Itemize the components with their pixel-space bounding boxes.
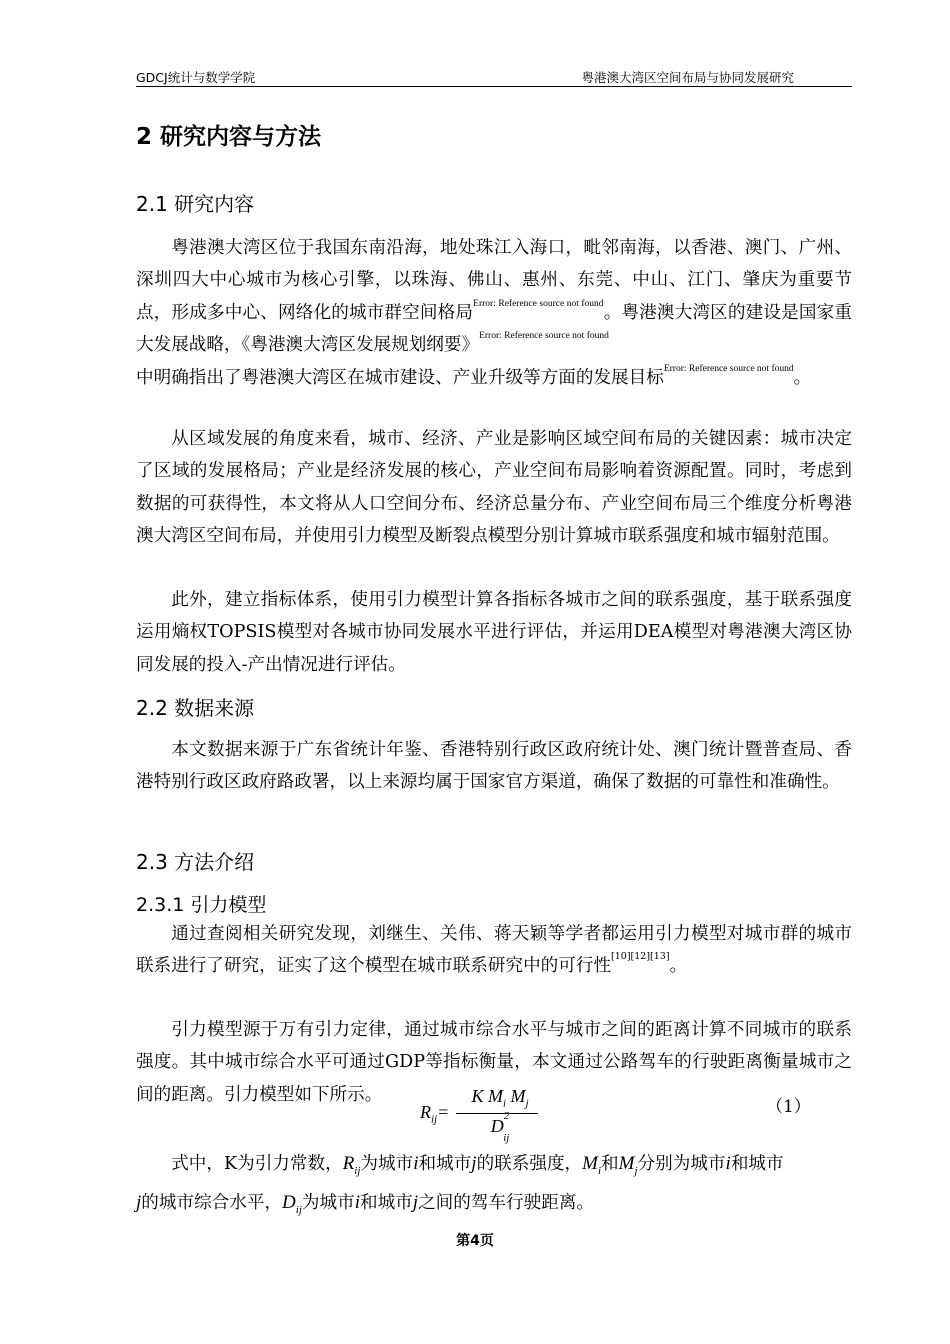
page-header	[136, 66, 852, 87]
equation-number: （1）	[766, 1097, 811, 1117]
header-institution: GDCJ统计与数学学院	[136, 70, 256, 85]
subsubsection-heading-gravity-model: 2.3.1 引力模型	[136, 894, 267, 916]
paragraph-data-sources: 本文数据来源于广东省统计年鉴、香港特别行政区政府统计处、澳门统计暨普查局、香港特别行政区政府路政署，以上来源均属于国家官方渠道，确保了数据的可靠性和准确性。	[136, 740, 852, 793]
paragraph-gravity-model-2: 引力模型源于万有引力定律，通过城市综合水平与城市之间的距离计算不同城市的联系强度。其中城市综合水平可通过GDP等指标衡量，本文通过公路驾车的行驶距离衡量城市之间的距离。引力模型如下所示。	[136, 1020, 852, 1105]
citation-error: Error: Reference source not found	[473, 298, 604, 309]
subsection-heading-data-sources: 2.2 数据来源	[136, 696, 255, 720]
paragraph-gravity-model-variables: 式中，K为引力常数，$R_{ij}$为城市i和城市j的联系强度，$M_i$和$M_j$分别为城市i和城市 j的城市综合水平，$D_{ij}$为城市i和城市j之间的驾车行驶距离。	[136, 1153, 784, 1216]
citation-error: Error: Reference source not found	[479, 331, 609, 342]
citation-refs: [10][12][13]	[611, 951, 670, 963]
header-paper-title: 粤港澳大湾区空间布局与协同发展研究	[581, 70, 794, 85]
paragraph-research-content-3: 此外，建立指标体系，使用引力模型计算各指标各城市之间的联系强度，基于联系强度运用熵权TOPSIS模型对各城市协同发展水平进行评估，并运用DEA模型对粤港澳大湾区协同发展的投入-产出情况进行评估。	[136, 590, 852, 675]
paragraph-research-content-1: 粤港澳大湾区位于我国东南沿海，地处珠江入海口，毗邻南海，以香港、澳门、广州、深圳四大中心城市为核心引擎，以珠海、佛山、惠州、东莞、中山、江门、肇庆为重要节点，形成多中心、网络化的城市群空间格局$^{Error: Reference source not found}$。粤港澳大湾区的建设是国家重大发展战略，《粤港澳大湾区发展规划纲要》$^{Error: Reference source not found}$ 中明确指出了粤港澳大湾区在城市建设、产业升级等方面的发展目标$^{Error: Reference source not found}$。	[136, 238, 852, 388]
page-number: 第4页	[456, 1233, 494, 1249]
document-page: GDCJ统计与数学学院 粤港澳大湾区空间布局与协同发展研究 2 研究内容与方法 2.1 研究内容 粤港澳大湾区位于我国东南沿海，地处珠江入海口，毗邻南海，以香港、澳门、广州、深圳四大中心城市为核心引擎，以珠海、佛山、惠州、东莞、中山、江门、肇庆为重要节点，形成多中心、网络化的城市群空间格局$^{Error: Reference source not found}$。粤港澳大湾区的建设是国家重大发展战略，《粤港澳大湾区发展规划纲要》$^{Error: Reference source not found}$ 中明确指出了粤港澳大湾区在城市建设、产业升级等方面的发展目标$^{Error: Reference source not found}$。 从区域发展的角度来看，城市、经济、产业是影响区域空间布局的关键因素：城市决定了区域的发展格局；产业是经济发展的核心，产业空间布局影响着资源配置。同时，考虑到数据的可获得性，本文将从人口空间分布、经济总量分布、产业空间布局三个维度分析粤港澳大湾区空间布局，并使用引力模型及断裂点模型分别计算城市联系强度和城市辐射范围。 此外，建立指标体系，使用引力模型计算各指标各城市之间的联系强度，基于联系强度运用熵权TOPSIS模型对各城市协同发展水平进行评估，并运用DEA模型对粤港澳大湾区协同发展的投入-产出情况进行评估。 2.2 数据来源 本文数据来源于广东省统计年鉴、香港特别行政区政府统计处、澳门统计暨普查局、香港特别行政区政府路政署，以上来源均属于国家官方渠道，确保了数据的可靠性和准确性。 2.3 方法介绍 2.3.1 引力模型 通过查阅相关研究发现，刘继生、关伟、蒋天颖等学者都运用引力模型对城市群的城市联系进行了研究，证实了这个模型在城市联系研究中的可行性[10][12][13]。 引力模型源于万有引力定律，通过城市综合水平与城市之间的距离计算不同城市的联系强度。其中城市综合水平可通过GDP等指标衡量，本文通过公路驾车的行驶距离衡量城市之间的距离。引力模型如下所示。 $R_{ij}=$ K $M_i$ $M_j$ $D^2_{ij}$ （1） 式中，K为引力常数，$R_{ij}$为城市i和城市j的联系强度，$M_i$和$M_j$分别为城市i和城市 j的城市综合水平，$D_{ij}$为城市i和城市j之间的驾车行驶距离。 第4页	[0, 0, 950, 1344]
subsection-heading-methods: 2.3 方法介绍	[136, 850, 255, 874]
paragraph-research-content-2: 从区域发展的角度来看，城市、经济、产业是影响区域空间布局的关键因素：城市决定了区域的发展格局；产业是经济发展的核心，产业空间布局影响着资源配置。同时，考虑到数据的可获得性，本文将从人口空间分布、经济总量分布、产业空间布局三个维度分析粤港澳大湾区空间布局，并使用引力模型及断裂点模型分别计算城市联系强度和城市辐射范围。	[136, 429, 852, 547]
paragraph-gravity-model-1: 通过查阅相关研究发现，刘继生、关伟、蒋天颖等学者都运用引力模型对城市群的城市联系进行了研究，证实了这个模型在城市联系研究中的可行性[10][12][13]。	[136, 924, 852, 977]
citation-error: Error: Reference source not found	[663, 363, 794, 374]
subsection-heading-research-content: 2.1 研究内容	[136, 192, 255, 216]
section-heading: 2 研究内容与方法	[136, 124, 322, 150]
